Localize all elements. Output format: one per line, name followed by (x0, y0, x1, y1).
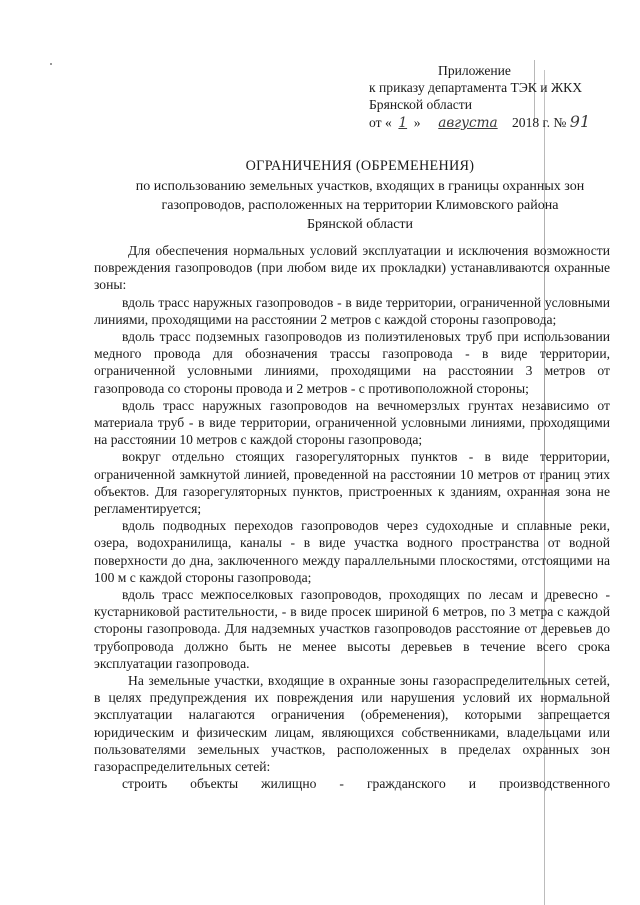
paragraph-zone-permafrost: вдоль трасс наружных газопроводов на вечномерзлых грунтах независимо от материала труб - в виде территории, ограниченной условными линиями, проходящими на расстоянии 10 метров с каждой стороны газопровода; (94, 397, 610, 448)
paragraph-zone-forest: вдоль трасс межпоселковых газопроводов, проходящих по лесам и древесно - кустарниковой растительности, - в виде просек шириной 6 метров, по 3 метра с каждой стороны газопровода. Для надземных участков газопроводов расстояние от деревьев до трубопровода должно быть не менее высоты деревьев в течение всего срока эксплуатации газопровода. (94, 587, 610, 671)
paragraph-prohibition-1: строить объекты жилищно - гражданского и производственного (122, 776, 610, 792)
handwritten-order-number: 91 (569, 112, 591, 131)
handwritten-month: августа (438, 115, 498, 131)
appendix-header (369, 62, 624, 132)
order-reference: к приказу департамента ТЭК и ЖКХ (369, 80, 583, 95)
scan-speck (50, 63, 52, 65)
order-date-line (369, 113, 624, 132)
document-subtitle-3: Брянской области (306, 217, 414, 232)
paragraph-zone-outer: вдоль трасс наружных газопроводов - в виде территории, ограниченной условными линиями, проходящими на расстоянии 2 метров с каждой стороны газопровода; (94, 294, 610, 327)
document-heading (80, 157, 640, 234)
paragraph-zone-underground: вдоль трасс подземных газопроводов из полиэтиленовых труб при использовании медного провода для обозначения трассы газопровода - в виде территории, ограниченной условными линиями, проходящими на расстоянии 3 метров от газопровода со стороны провода и 2 метров - с противоположной стороны; (94, 329, 610, 396)
date-year: 2018 г. № (511, 115, 567, 130)
paragraph-restrictions: На земельные участки, входящие в охранные зоны газораспределительных сетей, в целях предупреждения их повреждения или нарушения условий их нормальной эксплуатации налагаются ограничения (обременения), которыми запрещается юридическим и физическим лицам, являющихся собственниками, владельцами или пользователями земельных участков, расположенных в пределах охранных зон газораспределительных сетей: (94, 673, 610, 775)
handwritten-day: 1 (398, 115, 408, 131)
date-prefix: от « (369, 115, 392, 130)
paragraph-zone-underwater: вдоль подводных переходов газопроводов через судоходные и сплавные реки, озера, водохранилища, каналы - в виде участка водного пространства от водной поверхности до дна, заключенного между параллельными плоскостями, отстоящими на 100 м с каждой стороны газопровода; (94, 518, 610, 585)
date-mid: » (413, 115, 421, 130)
appendix-label: Приложение (438, 63, 511, 78)
document-subtitle-2: газопроводов, расположенных на территории Климовского района (161, 198, 559, 213)
document-body (94, 242, 610, 793)
document-title: ОГРАНИЧЕНИЯ (ОБРЕМЕНЕНИЯ) (245, 158, 475, 174)
paragraph-intro: Для обеспечения нормальных условий эксплуатации и исключения возможности повреждения газопроводов (при любом виде их прокладки) устанавливаются охранные зоны: (94, 243, 610, 293)
document-subtitle-1: по использованию земельных участков, входящих в границы охранных зон (135, 179, 585, 194)
region-name: Брянской области (369, 97, 472, 112)
paragraph-zone-regulators: вокруг отдельно стоящих газорегуляторных пунктов - в виде территории, ограниченной замкнутой линией, проведенной на расстоянии 10 метров от границ этих объектов. Для газорегуляторных пунктов, пристроенных к зданиям, охранная зона не регламентируется; (94, 449, 610, 517)
